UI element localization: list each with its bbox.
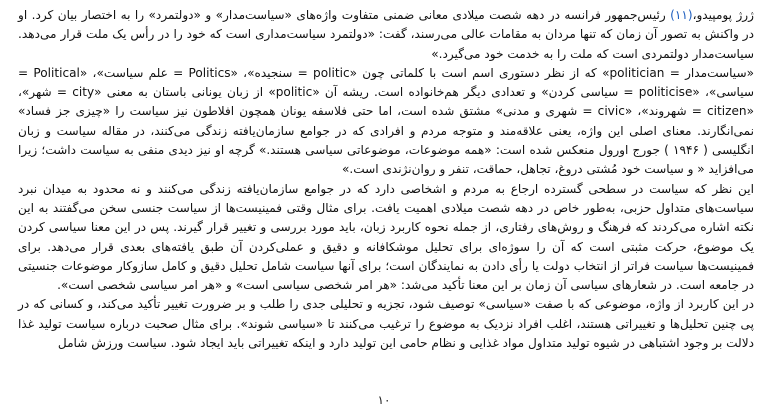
paragraph-1-lead: ژرژ پومپیدو، <box>692 8 754 22</box>
paragraph-1-body: رئیس‌جمهور فرانسه در دهه شصت میلادی معانی ضمنی متفاوت واژه‌های «سیاست‌مدار» و «دولتمرد» را به اختصار بیان کرد. او در واکنش به تصور آن زمان که تنها مردان به مقامات عالی می‌رسند، گفت: «دولتمرد سیاست‌مداری است که خود را در رأس یک ملت قرار می‌دهد. سیاست‌مدار دولتمردی است که ملت را به خدمت خود می‌گیرد.» <box>18 8 754 61</box>
paragraph-1 <box>18 6 754 64</box>
paragraph-2: «سیاست‌مدار = politician» که از نظر دستوری اسم است با کلماتی چون «politic = سنجیده»، «Politics = علم سیاست»، «Political = سیاسی»، «politicise = سیاسی کردن» و تعدادی دیگر هم‌خانواده است. ریشه آن «politic» از زبان یونانی باستان به معنی «city = شهر»، «citizen = شهروند»، «civic = شهری و مدنی» مشتق شده است، اما حتی فلاسفه یونان همچون افلاطون نیز سیاست را «چیزی جز فساد» نمی‌انگارند. معنای اصلی این واژه، یعنی علاقه‌مند و متوجه مردم و افرادی که در جوامع سازمان‌یافته زندگی می‌کنند، در مقاله سیاست و زبان انگلیسی ( ۱۹۴۶ ) جورج اورول منعکس شده است: «همه موضوعات، موضوعاتی سیاسی هستند.» گرچه او نیز دیدی منفی به سیاست داشت؛ زیرا می‌افزاید « و سیاست خود مُشتی دروغ، تجاهل، حماقت، تنفر و روان‌نژندی است.» <box>18 65 755 177</box>
text-body <box>18 6 754 353</box>
footnote-reference[interactable]: (۱۱) <box>670 8 693 22</box>
paragraph-4: در این کاربرد از واژه، موضوعی که با صفت «سیاسی» توصیف شود، تجزیه و تحلیلی جدی را طلب و بر ضرورت تغییر تأکید می‌کند، و کسانی که در پی چنین تحلیل‌ها و تغییراتی هستند، اغلب افراد نزدیک به موضوع را ترغیب می‌کنند تا «سیاسی شوند». برای مثال صحبت درباره سیاست تولید غذا دلالت بر وجود اشتباهی در شیوه تولید متداول مواد غذایی و نظام حامی این تولید دارد و اینکه تغییراتی باید ایجاد شود. سیاست ورزش شامل <box>18 297 754 351</box>
paragraph-3: این نظر که سیاست در سطحی گسترده ارجاع به مردم و اشخاصی دارد که در جوامع سازمان‌یافته زندگی می‌کنند و نه محدود به میدان نبرد سیاست‌های متداول حزبی، به‌طور خاص در دهه شصت میلادی اهمیت یافت. برای مثال وقتی فمینیست‌ها از سیاست جنسی سخن می‌گفتند به این نکته اشاره می‌کردند که فرهنگ و روش‌های رفتاری، از جمله نحوه کاربرد زبان، باید مورد بررسی و تغییر قرار گیرند. پس در این معنا سیاسی کردن یک موضوع، حرکت مثبتی است که آن را سوژه‌ای برای تحلیل موشکافانه و دقیق و عملی‌کردن آن طبق یافته‌های بعدی قرار می‌دهد. برای فمینیست‌ها سیاست فراتر از انتخاب دولت یا رأی دادن به نمایندگان است؛ برای آنها سیاست شامل تحلیل دقیق و کامل سازوکار موضوعات جنسیتی در جامعه است. در شعارهای سیاسی آن زمان بر این معنا تأکید می‌شد: «هر امر شخصی سیاسی است» و «هر امر سیاسی شخصی است». <box>18 181 754 293</box>
page-number: ۱۰ <box>377 393 391 407</box>
